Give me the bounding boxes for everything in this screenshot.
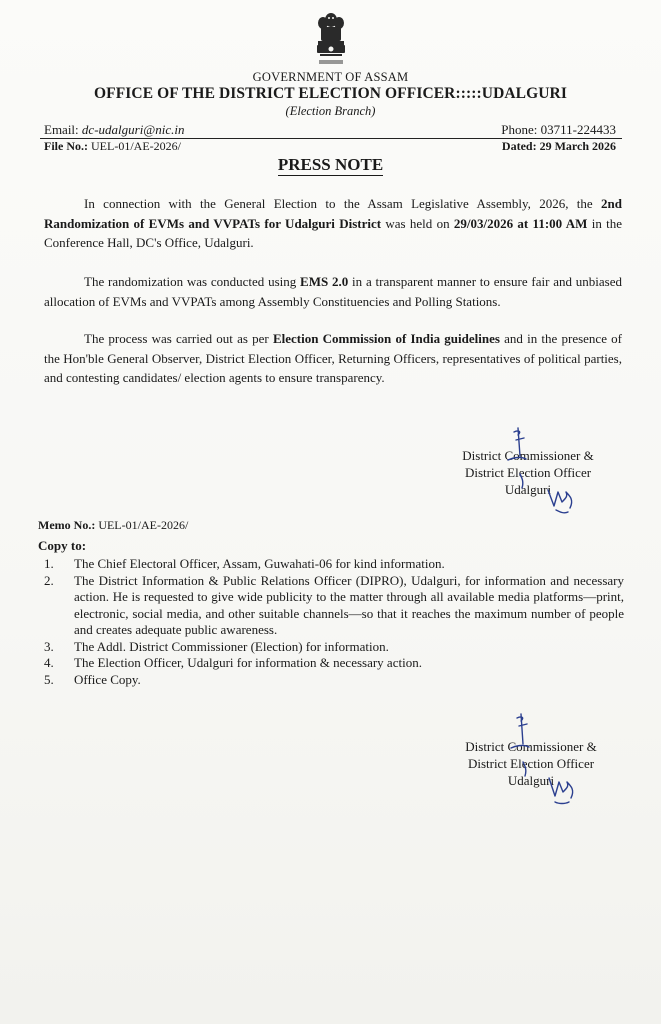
para2-text-2: in a transparent manner to ensure fair and unbiased allocation of EVMs and VVPATs among Assembly Constituencies and Polling Stations. bbox=[44, 274, 623, 309]
para1-text-1: In connection with the General Election to the Assam Legislative Assembly, 2026, the bbox=[84, 196, 602, 211]
signatory-location: Udalguri bbox=[504, 482, 552, 497]
branch-subheading: (Election Branch) bbox=[285, 104, 376, 118]
item-text: The Addl. District Commissioner (Election) for information. bbox=[74, 638, 389, 654]
government-heading: GOVERNMENT OF ASSAM bbox=[252, 70, 409, 84]
item-number: 1. bbox=[44, 556, 54, 571]
para1-bold-1: 2nd Randomization of EVMs and VVPATs for Udalguri District bbox=[44, 196, 622, 231]
signature-block-2 bbox=[431, 738, 631, 789]
paragraph-1 bbox=[44, 194, 622, 253]
file-number bbox=[44, 139, 181, 154]
copy-list-item bbox=[44, 556, 624, 573]
memo-label: Memo No.: bbox=[38, 518, 96, 532]
item-number: 3. bbox=[44, 638, 54, 654]
phone-number: Phone: 03711-224433 bbox=[501, 122, 616, 137]
signature-block-1 bbox=[428, 447, 628, 498]
para2-bold-1: EMS 2.0 bbox=[300, 274, 349, 289]
signatory-title-1: District Commissioner & bbox=[462, 448, 594, 463]
signatory-title-2: District Election Officer bbox=[467, 756, 595, 771]
file-value: UEL-01/AE-2026/ bbox=[91, 139, 181, 153]
item-text: The Election Officer, Udalguri for information & necessary action. bbox=[74, 655, 422, 670]
email-line bbox=[44, 122, 185, 138]
item-text: Office Copy. bbox=[74, 671, 141, 687]
copy-list-item bbox=[44, 655, 624, 672]
para3-text-1: The process was carried out as per bbox=[84, 331, 273, 346]
email-address: dc-udalguri@nic.in bbox=[81, 122, 185, 137]
page-title bbox=[0, 155, 661, 175]
email-label: Email: bbox=[44, 122, 79, 137]
item-number: 4. bbox=[44, 655, 54, 670]
item-text: The District Information & Public Relations Officer (DIPRO), Udalguri, for information and necessary action. He is requested to give wide publicity to the matter through all available media platforms—print, electronic, social media, and other suitable channels—so that it reaches the maximum number of people and creates adequate public awareness. bbox=[74, 572, 624, 637]
copy-to-list bbox=[44, 556, 624, 688]
signatory-title-1: District Commissioner & bbox=[465, 739, 597, 754]
office-heading: OFFICE OF THE DISTRICT ELECTION OFFICER:::::UDALGURI bbox=[94, 85, 567, 102]
para1-text-2: was held on bbox=[381, 215, 454, 231]
memo-value: UEL-01/AE-2026/ bbox=[98, 518, 189, 532]
para1-text-3: in the Conference Hall, DC's Office, Udalguri. bbox=[44, 215, 623, 250]
date-line: Dated: 29 March 2026 bbox=[501, 139, 616, 153]
paragraph-2 bbox=[44, 272, 622, 311]
national-emblem-icon bbox=[312, 8, 350, 68]
copy-list-item bbox=[44, 672, 624, 689]
paragraph-3 bbox=[44, 329, 622, 388]
memo-number bbox=[38, 518, 188, 533]
file-label: File No.: bbox=[44, 139, 88, 153]
copy-list-item bbox=[44, 573, 624, 639]
para1-bold-2: 29/03/2026 at 11:00 AM bbox=[453, 215, 588, 231]
item-number: 2. bbox=[44, 572, 54, 588]
para2-text-1: The randomization was conducted using bbox=[84, 274, 301, 289]
item-text: The Chief Electoral Officer, Assam, Guwahati-06 for kind information. bbox=[74, 556, 445, 571]
signatory-location: Udalguri bbox=[507, 773, 555, 788]
signatory-title-2: District Election Officer bbox=[464, 465, 592, 480]
para3-bold-1: Election Commission of India guidelines bbox=[272, 331, 500, 346]
copy-to-heading: Copy to: bbox=[38, 538, 87, 553]
item-number: 5. bbox=[44, 671, 54, 687]
para3-text-2: and in the presence of the Hon'ble General Observer, District Election Officer, Returning Officers, representatives of political parties, and contesting candidates/ election agents to ensure transparency. bbox=[44, 331, 622, 385]
press-note-title: PRESS NOTE bbox=[277, 155, 384, 174]
copy-list-item bbox=[44, 639, 624, 656]
